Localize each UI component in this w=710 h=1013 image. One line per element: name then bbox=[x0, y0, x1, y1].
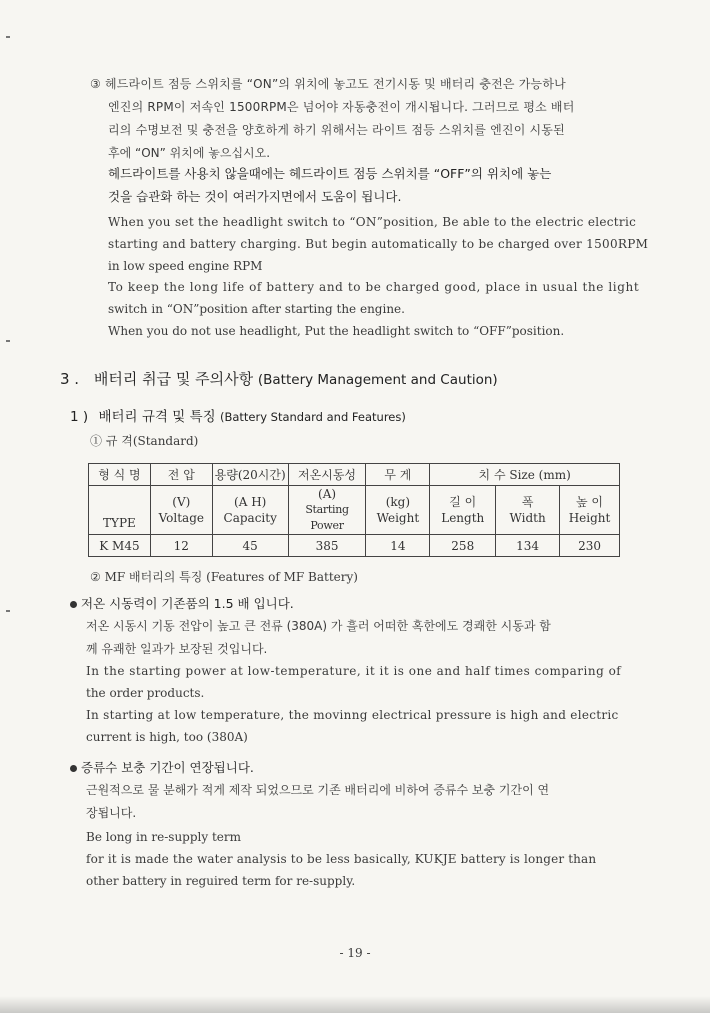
header-voltage-label: Voltage bbox=[158, 511, 204, 525]
para3-emphasis-line1: 헤드라이트를 사용치 않을때에는 헤드라이트 점등 스위치를 “OFF”의 위치에 놓는 bbox=[108, 166, 552, 181]
header-width-label: Width bbox=[509, 511, 546, 525]
subsection-title-ko: 배터리 규격 및 특징 bbox=[98, 409, 216, 425]
feature2-ko-line2: 장됩니다. bbox=[86, 806, 137, 820]
feature2-title-text: 증류수 보충 기간이 연장됩니다. bbox=[81, 760, 254, 775]
header-type-ko: 형 식 명 bbox=[89, 464, 151, 486]
feature2-title bbox=[70, 757, 254, 779]
feature1-en-line1: In the starting power at low-temperature, it it is one and half times comparing of bbox=[86, 664, 622, 678]
header-capacity-en bbox=[212, 486, 288, 535]
battery-spec-table bbox=[88, 463, 620, 557]
cell-starting-power: 385 bbox=[288, 535, 366, 557]
scan-mark bbox=[6, 340, 10, 342]
para3-english-line3: in low speed engine RPM bbox=[108, 259, 263, 273]
header-capacity-unit: (A H) bbox=[234, 495, 267, 509]
para3-line3: 리의 수명보전 및 충전을 양호하게 하기 위해서는 라이트 점등 스위치를 엔진이 시동된 bbox=[108, 123, 565, 137]
header-starting-power-en bbox=[288, 486, 366, 535]
scan-mark bbox=[6, 36, 10, 38]
header-height-en bbox=[560, 486, 620, 535]
feature1-en-line4: current is high, too (380A) bbox=[86, 730, 248, 744]
feature1-en-line3: In starting at low temperature, the movinng electrical pressure is high and electric bbox=[86, 708, 619, 722]
header-voltage-unit: (V) bbox=[172, 495, 191, 509]
section-title-ko: 배터리 취급 및 주의사항 bbox=[93, 370, 254, 388]
spec-heading: ① 규 격(Standard) bbox=[90, 434, 199, 448]
feature1-title bbox=[70, 593, 294, 615]
header-capacity-ko: 용량(20시간) bbox=[212, 464, 288, 486]
header-weight-label: Weight bbox=[376, 511, 420, 525]
table-header-row-ko bbox=[89, 464, 620, 486]
cell-weight: 14 bbox=[366, 535, 430, 557]
header-size-ko: 치 수 Size (mm) bbox=[430, 464, 620, 486]
page-number: - 19 - bbox=[339, 946, 371, 960]
feature1-ko-line1: 저온 시동시 기동 전압이 높고 큰 전류 (380A) 가 흘러 어떠한 혹한에도 경쾌한 시동과 함 bbox=[86, 619, 551, 633]
feature1-en-line2: the order products. bbox=[86, 686, 205, 700]
header-height-label: Height bbox=[568, 511, 611, 525]
para3-english-line2: starting and battery charging. But begin automatically to be charged over 1500RPM bbox=[108, 237, 649, 251]
features-heading: ② MF 배터리의 특징 (Features of MF Battery) bbox=[90, 570, 358, 584]
cell-type: K M45 bbox=[89, 535, 151, 557]
cell-capacity: 45 bbox=[212, 535, 288, 557]
para3-english-line5: switch in “ON”position after starting the engine. bbox=[108, 302, 405, 316]
cell-height: 230 bbox=[560, 535, 620, 557]
para3-line2: 엔진의 RPM이 저속인 1500RPM은 넘어야 자동충전이 개시됩니다. 그러므로 평소 배터 bbox=[108, 100, 575, 114]
header-starting-power-label: Starting Power bbox=[305, 503, 349, 532]
section-heading bbox=[60, 368, 498, 389]
header-weight-ko: 무 게 bbox=[366, 464, 430, 486]
header-starting-power-ko: 저온시동성 bbox=[288, 464, 366, 486]
feature1-ko-line2: 께 유쾌한 일과가 보장된 것입니다. bbox=[86, 642, 268, 656]
subsection-title-en: (Battery Standard and Features) bbox=[219, 410, 406, 424]
header-length-ko: 길 이 bbox=[449, 495, 477, 509]
header-voltage-ko: 전 압 bbox=[150, 464, 212, 486]
bullet-icon bbox=[70, 765, 77, 772]
header-capacity-label: Capacity bbox=[223, 511, 277, 525]
table-row bbox=[89, 535, 620, 557]
para3-emphasis-line2: 것을 습관화 하는 것이 여러가지면에서 도움이 됩니다. bbox=[108, 189, 402, 204]
header-weight-en bbox=[366, 486, 430, 535]
para3-english-line1: When you set the headlight switch to “ON”position, Be able to the electric electric bbox=[108, 215, 637, 229]
scan-edge bbox=[0, 996, 710, 1013]
feature1-title-text: 저온 시동력이 기존품의 1.5 배 입니다. bbox=[81, 596, 294, 611]
scan-mark bbox=[6, 610, 10, 612]
header-length-label: Length bbox=[441, 511, 485, 525]
para3-english-line6: When you do not use headlight, Put the headlight switch to “OFF”position. bbox=[108, 324, 565, 338]
header-width-ko: 폭 bbox=[521, 495, 534, 509]
cell-length: 258 bbox=[430, 535, 496, 557]
feature2-en-line3: other battery in reguired term for re-supply. bbox=[86, 874, 356, 888]
header-weight-unit: (kg) bbox=[385, 495, 411, 509]
header-length-en bbox=[430, 486, 496, 535]
subsection-number: 1 ) bbox=[70, 409, 89, 425]
table-header-row-en bbox=[89, 486, 620, 535]
bullet-icon bbox=[70, 601, 77, 608]
header-starting-power-unit: (A) bbox=[318, 487, 337, 501]
header-type-en bbox=[89, 486, 151, 535]
subsection-heading bbox=[70, 405, 406, 425]
cell-voltage: 12 bbox=[150, 535, 212, 557]
header-voltage-en bbox=[150, 486, 212, 535]
header-height-ko: 높 이 bbox=[576, 495, 604, 509]
cell-width: 134 bbox=[496, 535, 560, 557]
para3-line4: 후에 “ON” 위치에 놓으십시오. bbox=[108, 146, 271, 160]
feature2-en-line1: Be long in re-supply term bbox=[86, 830, 242, 844]
para3-english-line4: To keep the long life of battery and to be charged good, place in usual the light bbox=[108, 280, 640, 294]
section-title-en: (Battery Management and Caution) bbox=[257, 372, 498, 388]
para3-line1: ③ 헤드라이트 점등 스위치를 “ON”의 위치에 놓고도 전기시동 및 배터리 충전은 가능하나 bbox=[90, 77, 566, 91]
feature2-en-line2: for it is made the water analysis to be less basically, KUKJE battery is longer than bbox=[86, 852, 597, 866]
feature2-ko-line1: 근원적으로 물 분해가 적게 제작 되었으므로 기존 배터리에 비하여 증류수 보충 기간이 연 bbox=[86, 783, 550, 797]
section-number: 3 . bbox=[60, 370, 80, 388]
header-type-en-label: TYPE bbox=[103, 516, 136, 530]
header-width-en bbox=[496, 486, 560, 535]
